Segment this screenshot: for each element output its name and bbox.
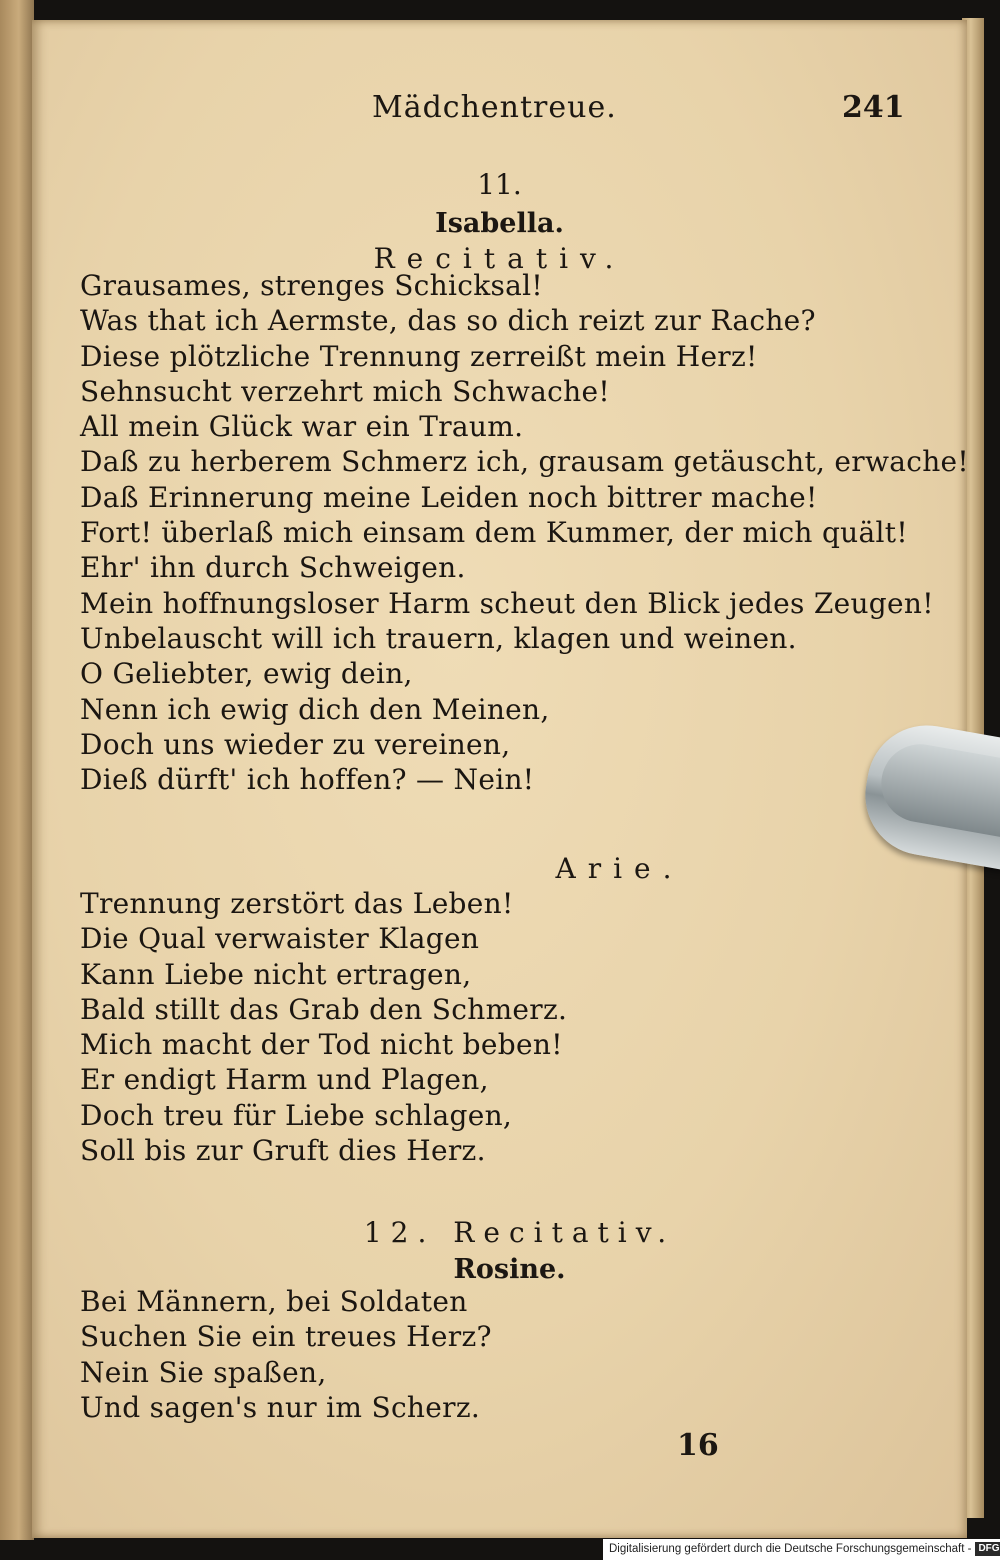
verse-line: Trennung zerstört das Leben! — [80, 887, 514, 920]
verse-line: Unbelauscht will ich trauern, klagen und weinen. — [80, 621, 797, 655]
verse-line: Nenn ich ewig dich den Meinen, — [80, 692, 550, 726]
verse-line: Kann Liebe nicht ertragen, — [80, 957, 472, 991]
verse-line: Die Qual verwaister Klagen — [80, 922, 480, 956]
verse-line: Dieß dürft' ich hoffen? — Nein! — [80, 763, 535, 797]
verse-line: Soll bis zur Gruft dies Herz. — [80, 1134, 486, 1168]
verse-line: Doch uns wieder zu vereinen, — [80, 727, 511, 761]
book-page — [32, 20, 967, 1538]
page-number: 241 — [842, 90, 905, 125]
printer-signature-mark: 16 — [677, 1428, 719, 1463]
verse-line: Er endigt Harm und Plagen, — [80, 1063, 489, 1097]
verse-line: Was that ich Aermste, das so dich reizt zur Rache? — [80, 304, 816, 338]
verse-line: Ehr' ihn durch Schweigen. — [80, 551, 466, 585]
aria-heading: Arie. — [555, 852, 684, 885]
verse-line: Fort! überlaß mich einsam dem Kummer, der mich quält! — [80, 516, 908, 550]
verse-line: Grausames, strenges Schicksal! — [80, 269, 543, 302]
verse-line: Und sagen's nur im Scherz. — [80, 1390, 481, 1424]
rosine-verse — [80, 1284, 492, 1425]
verse-line: O Geliebter, ewig dein, — [80, 657, 413, 691]
section-form-heading: Recitativ. — [373, 242, 626, 275]
verse-line: Nein Sie spaßen, — [80, 1355, 327, 1389]
verse-line: All mein Glück war ein Traum. — [80, 410, 524, 444]
recitative-verse — [80, 268, 969, 797]
previous-page-edge — [0, 0, 34, 1540]
section-heading-12: 12. Recitativ. — [363, 1216, 676, 1249]
footer-text: Digitalisierung gefördert durch die Deutsche Forschungsgemeinschaft - — [609, 1543, 972, 1555]
verse-line: Sehnsucht verzehrt mich Schwache! — [80, 374, 610, 408]
verse-line: Daß Erinnerung meine Leiden noch bittrer mache! — [80, 480, 818, 514]
digitization-footer — [603, 1539, 1000, 1560]
verse-line: Mein hoffnungsloser Harm scheut den Blick jedes Zeugen! — [80, 586, 934, 620]
character-name: Isabella. — [435, 208, 564, 239]
verse-line: Suchen Sie ein treues Herz? — [80, 1320, 492, 1354]
character-name-rosine: Rosine. — [453, 1254, 566, 1285]
verse-line: Mich macht der Tod nicht beben! — [80, 1028, 563, 1062]
aria-verse — [80, 886, 567, 1168]
dfg-logo-icon: DFG — [975, 1542, 1000, 1556]
running-title: Mädchentreue. — [372, 90, 617, 125]
verse-line: Daß zu herberem Schmerz ich, grausam getäuscht, erwache! — [80, 445, 969, 479]
section-number: 11. — [477, 168, 522, 201]
verse-line: Diese plötzliche Trennung zerreißt mein Herz! — [80, 339, 758, 373]
verse-line: Doch treu für Liebe schlagen, — [80, 1098, 513, 1132]
verse-line: Bei Männern, bei Soldaten — [80, 1285, 468, 1318]
verse-line: Bald stillt das Grab den Schmerz. — [80, 992, 568, 1026]
